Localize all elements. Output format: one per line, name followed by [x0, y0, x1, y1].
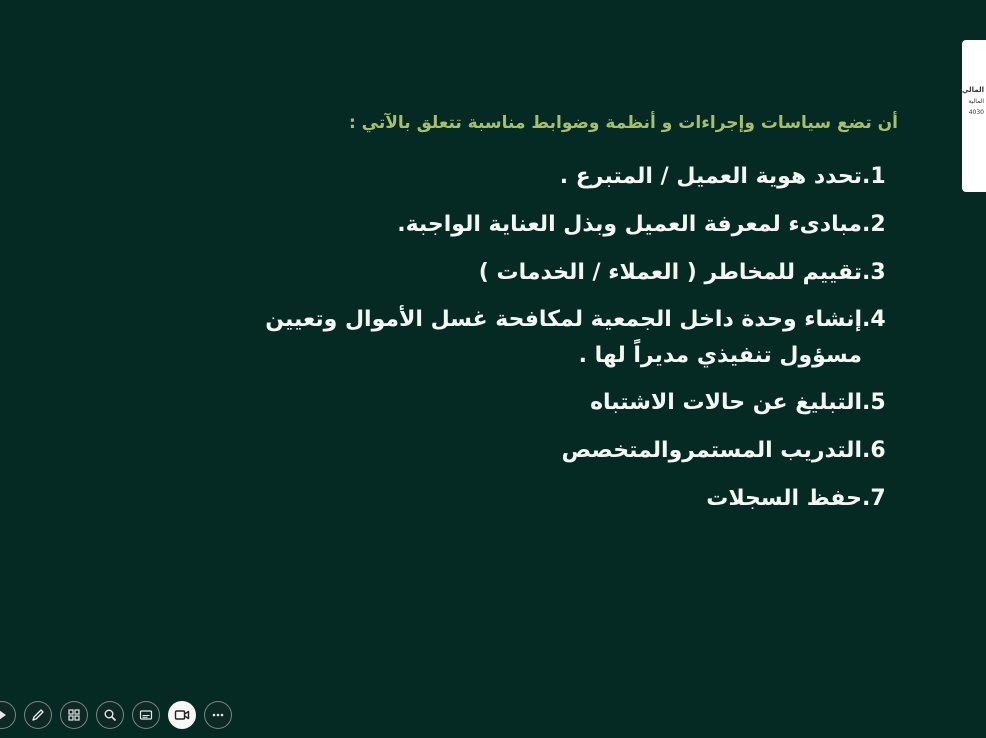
side-panel-line-2: المالية [968, 98, 984, 105]
slides-grid-button[interactable] [60, 701, 88, 729]
side-panel-line-3: 4030 [968, 109, 984, 116]
zoom-button[interactable] [96, 701, 124, 729]
pen-icon [31, 708, 45, 722]
list-item [178, 254, 898, 292]
side-thumbnail-panel[interactable] [962, 40, 986, 192]
item-number: .7 [862, 486, 886, 511]
list-item [178, 302, 898, 374]
more-options-button[interactable] [204, 701, 232, 729]
more-dots-icon [211, 708, 225, 722]
list-item [178, 158, 898, 196]
item-text: مبادىء لمعرفة العميل وبذل العناية الواجبة. [397, 212, 862, 237]
item-number: .5 [862, 390, 886, 415]
slide-heading: أن تضع سياسات وإجراءات و أنظمة وضوابط مناسبة تتعلق بالآتي : [348, 113, 898, 133]
list-item [178, 384, 898, 422]
video-camera-icon [174, 708, 190, 722]
list-item [178, 432, 898, 470]
item-number: .2 [862, 212, 886, 237]
list-item [178, 206, 898, 244]
item-number: .1 [862, 164, 886, 189]
next-slide-button[interactable] [0, 701, 16, 729]
item-text: تقييم للمخاطر ( العملاء / الخدمات ) [478, 260, 862, 285]
magnifier-icon [103, 708, 117, 722]
presenter-toolbar [0, 698, 232, 732]
subtitles-button[interactable] [132, 701, 160, 729]
item-number: .3 [862, 260, 886, 285]
list-item [178, 480, 898, 518]
play-arrow-icon [0, 709, 8, 721]
camera-button[interactable] [168, 701, 196, 729]
item-text: إنشاء وحدة داخل الجمعية لمكافحة غسل الأموال وتعيين مسؤول تنفيذي مديراً لها . [265, 307, 862, 368]
requirements-list [178, 158, 898, 528]
side-panel-line-1: المالي [962, 86, 984, 94]
slides-grid-icon [67, 708, 81, 722]
subtitles-icon [139, 708, 153, 722]
item-text: تحدد هوية العميل / المتبرع . [559, 164, 862, 189]
pen-button[interactable] [24, 701, 52, 729]
item-number: .4 [862, 307, 886, 332]
item-number: .6 [862, 438, 886, 463]
item-text: التدريب المستمروالمتخصص [561, 438, 862, 463]
item-text: التبليغ عن حالات الاشتباه [590, 390, 862, 415]
item-text: حفظ السجلات [706, 486, 862, 511]
